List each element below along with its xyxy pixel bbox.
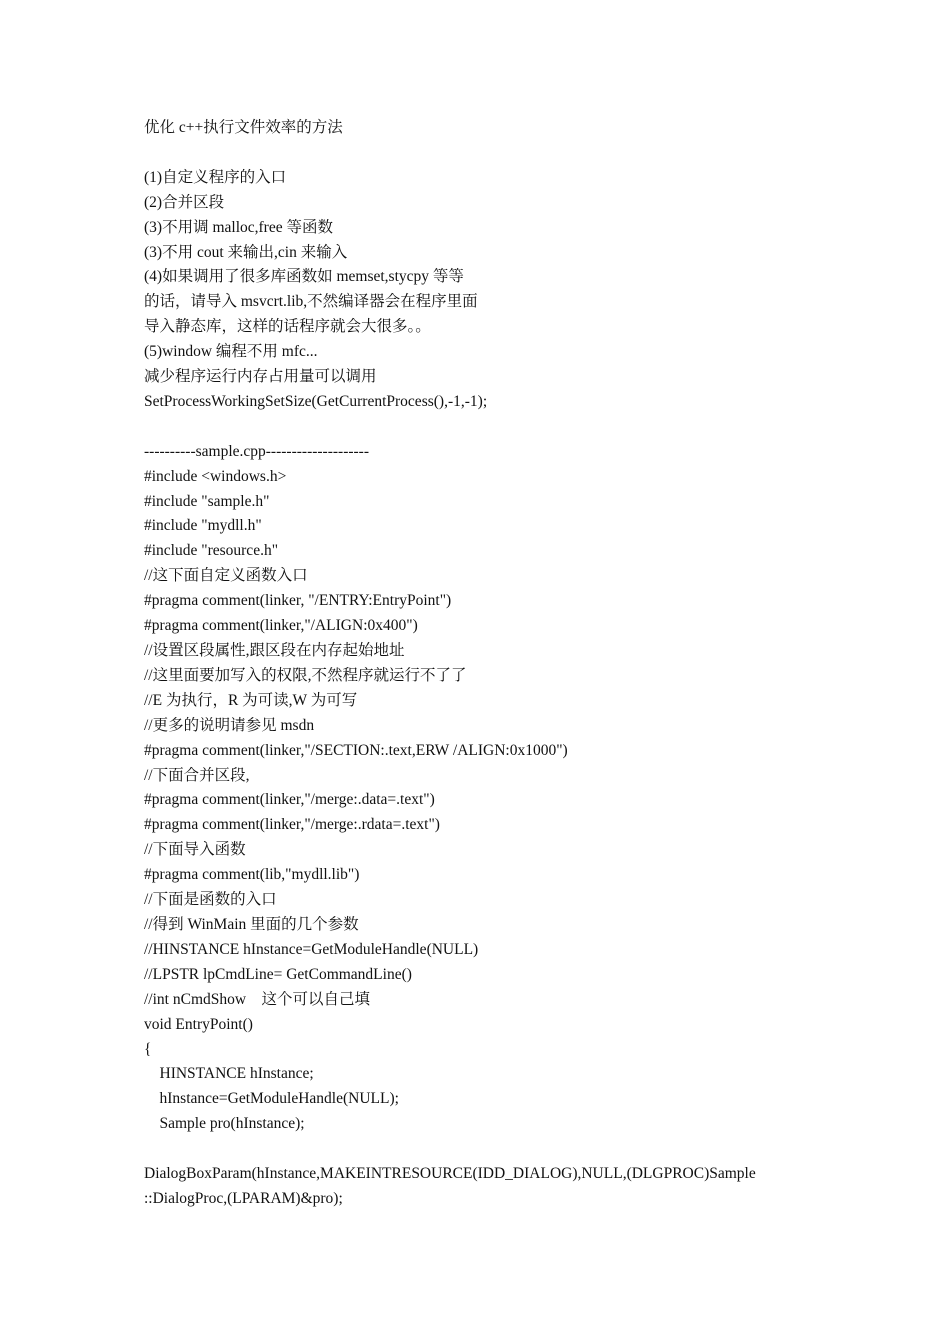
code-line: #pragma comment(linker,"/SECTION:.text,ERW /ALIGN:0x1000") [144,741,568,759]
code-line: #include <windows.h> [144,467,287,485]
code-line: HINSTANCE hInstance; [144,1065,314,1083]
code-line: #pragma comment(lib,"mydll.lib") [144,866,360,884]
code-line: #pragma comment(linker,"/ALIGN:0x400") [144,617,418,635]
blank-line [144,415,844,440]
intro-line: 的话，请导入 msvcrt.lib,不然编译器会在程序里面 [144,293,478,311]
intro-line: (2)合并区段 [144,193,225,211]
intro-line: 减少程序运行内存占用量可以调用 [144,368,377,386]
code-line: #include "mydll.h" [144,517,262,535]
code-line: { [144,1040,152,1058]
code-line: hInstance=GetModuleHandle(NULL); [144,1090,399,1108]
code-line: void EntryPoint() [144,1015,253,1033]
code-line: //下面导入函数 [144,841,246,859]
code-line: Sample pro(hInstance); [144,1115,305,1133]
intro-line: 导入静态库，这样的话程序就会大很多。。 [144,318,431,336]
code-line: //这里面要加写入的权限,不然程序就运行不了了 [144,666,467,684]
code-line: //更多的说明请参见 msdn [144,716,315,734]
intro-line: (4)如果调用了很多库函数如 memset,stycpy 等等 [144,268,464,286]
code-line: ----------sample.cpp-------------------- [144,442,370,460]
code-line: //E 为执行，R 为可读,W 为可写 [144,691,358,709]
code-line: //得到 WinMain 里面的几个参数 [144,915,359,933]
code-line: #include "sample.h" [144,492,270,510]
code-line: #pragma comment(linker, "/ENTRY:EntryPoint") [144,592,452,610]
intro-line: (3)不用 cout 来输出,cin 来输入 [144,243,348,261]
blank-line [144,141,844,166]
code-line: DialogBoxParam(hInstance,MAKEINTRESOURCE(IDD_DIALOG),NULL,(DLGPROC)Sample [144,1165,756,1183]
intro-line: SetProcessWorkingSetSize(GetCurrentProcess(),-1,-1); [144,392,488,410]
code-line: //设置区段属性,跟区段在内存起始地址 [144,642,405,659]
code-line: #pragma comment(linker,"/merge:.data=.text") [144,791,435,809]
code-line: #pragma comment(linker,"/merge:.rdata=.text") [144,816,440,834]
document-title: 优化 c++执行文件效率的方法 [144,119,343,136]
intro-line: (1)自定义程序的入口 [144,168,287,186]
code-line: #include "resource.h" [144,542,279,560]
code-line: ::DialogProc,(LPARAM)&pro); [144,1189,343,1207]
code-line: //HINSTANCE hInstance=GetModuleHandle(NULL) [144,940,479,958]
blank-line [144,1137,844,1162]
document-body [144,116,844,1212]
intro-line: (3)不用调 malloc,free 等函数 [144,218,333,236]
intro-line: (5)window 编程不用 mfc... [144,343,318,361]
code-line: //下面合并区段, [144,766,250,784]
code-line: //这下面自定义函数入口 [144,567,308,585]
code-line: //下面是函数的入口 [144,891,277,909]
code-line: //int nCmdShow 这个可以自己填 [144,990,371,1008]
code-line: //LPSTR lpCmdLine= GetCommandLine() [144,965,412,983]
